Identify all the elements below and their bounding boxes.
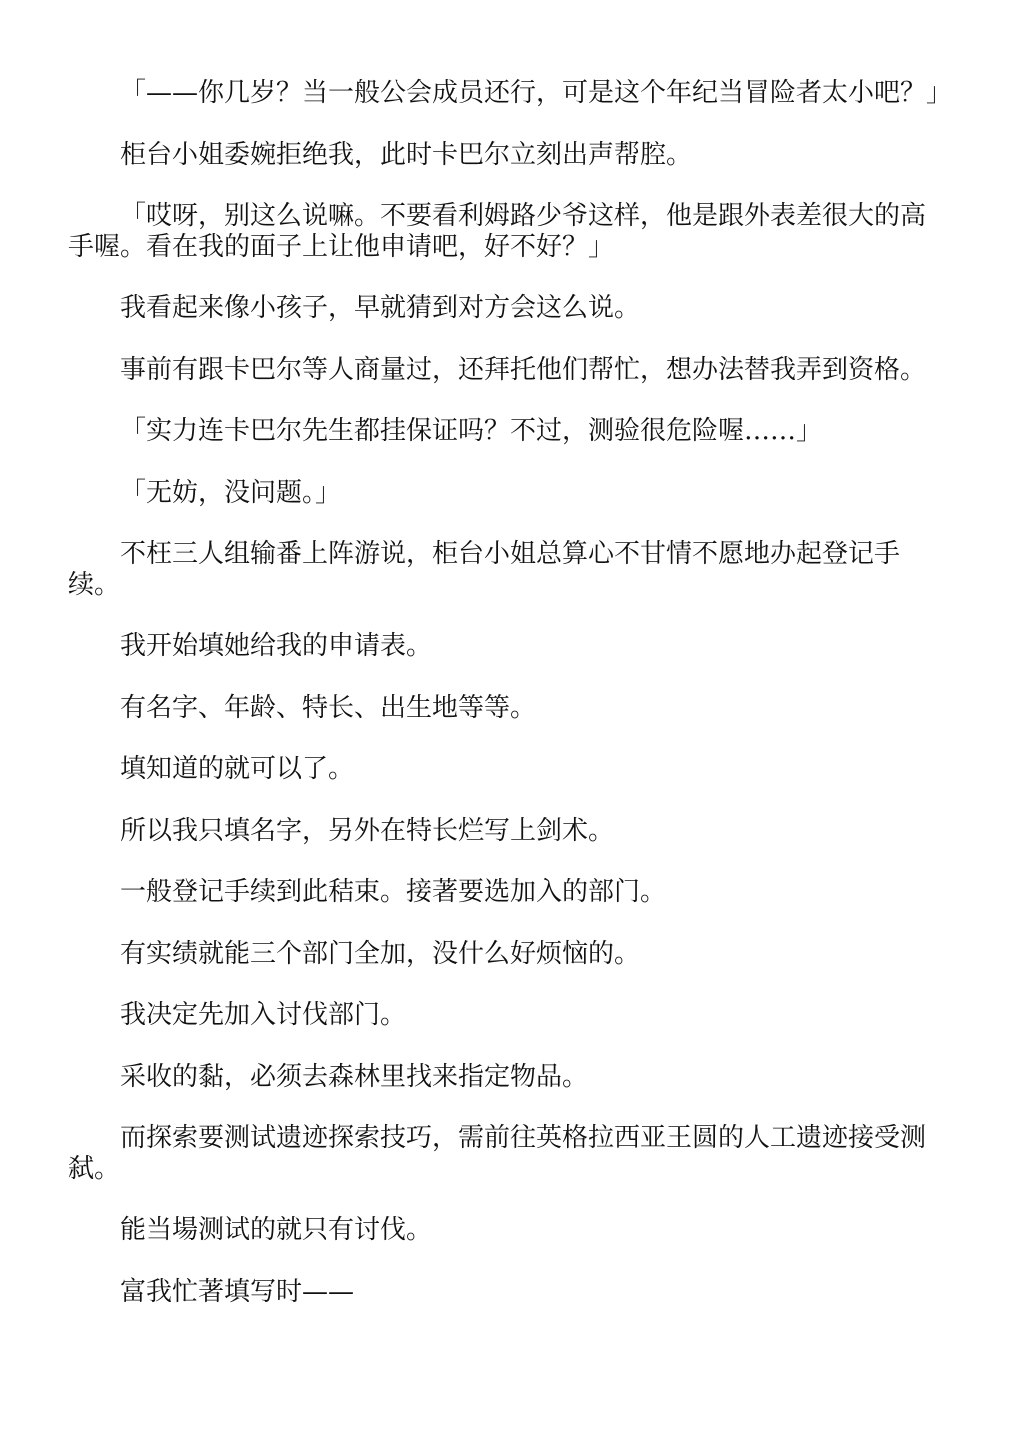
- paragraph: 富我忙著填写时——: [120, 1276, 355, 1307]
- paragraph: 我决定先加入讨伐部门。: [120, 1000, 407, 1030]
- paragraph: 有名字、年龄、特长、出生地等等。: [120, 692, 537, 723]
- paragraph: 有实绩就能三个部门全加，没什么好烦恼的。: [120, 938, 641, 969]
- paragraph: 「哎呀，别这么说嘛。不要看利姆路少爷这样，他是跟外表差很大的高手喔。看在我的面子上让他申请吧，好不好？」: [68, 201, 927, 262]
- paragraph: 我开始填她给我的申请表。: [120, 631, 433, 661]
- paragraph: 事前有跟卡巴尔等人商量过，还拜托他们帮忙，想办法替我弄到资格。: [120, 354, 927, 385]
- paragraph: 所以我只填名字，另外在特长烂写上剑术。: [120, 815, 615, 846]
- paragraph: 一般登记手续到此秸束。接著要选加入的部门。: [120, 877, 667, 907]
- paragraph: 填知道的就可以了。: [120, 754, 355, 784]
- paragraph: 采收的黏，必须去森林里找来指定物品。: [120, 1061, 589, 1092]
- paragraph: 能当場测试的就只有讨伐。: [120, 1215, 433, 1245]
- body-text: [68, 78, 953, 1338]
- paragraph: 「——你几岁？当一般公会成员还行，可是这个年纪当冒险者太小吧？」: [120, 78, 953, 108]
- paragraph: 「无妨，没问题。」: [120, 477, 342, 508]
- paragraph: 不枉三人组输番上阵游说，柜台小姐总算心不甘情不愿地办起登记手续。: [68, 539, 901, 600]
- paragraph: 「实力连卡巴尔先生都挂保证吗？不过，测验很危险喔……」: [120, 416, 823, 446]
- paragraph: 我看起来像小孩子，早就猜到对方会这么说。: [120, 293, 641, 323]
- paragraph: 而探索要测试遗迹探索技巧，需前往英格拉西亚王圆的人工遗迹接受测弑。: [68, 1123, 927, 1184]
- paragraph: 柜台小姐委婉拒绝我，此时卡巴尔立刻出声帮腔。: [120, 139, 693, 170]
